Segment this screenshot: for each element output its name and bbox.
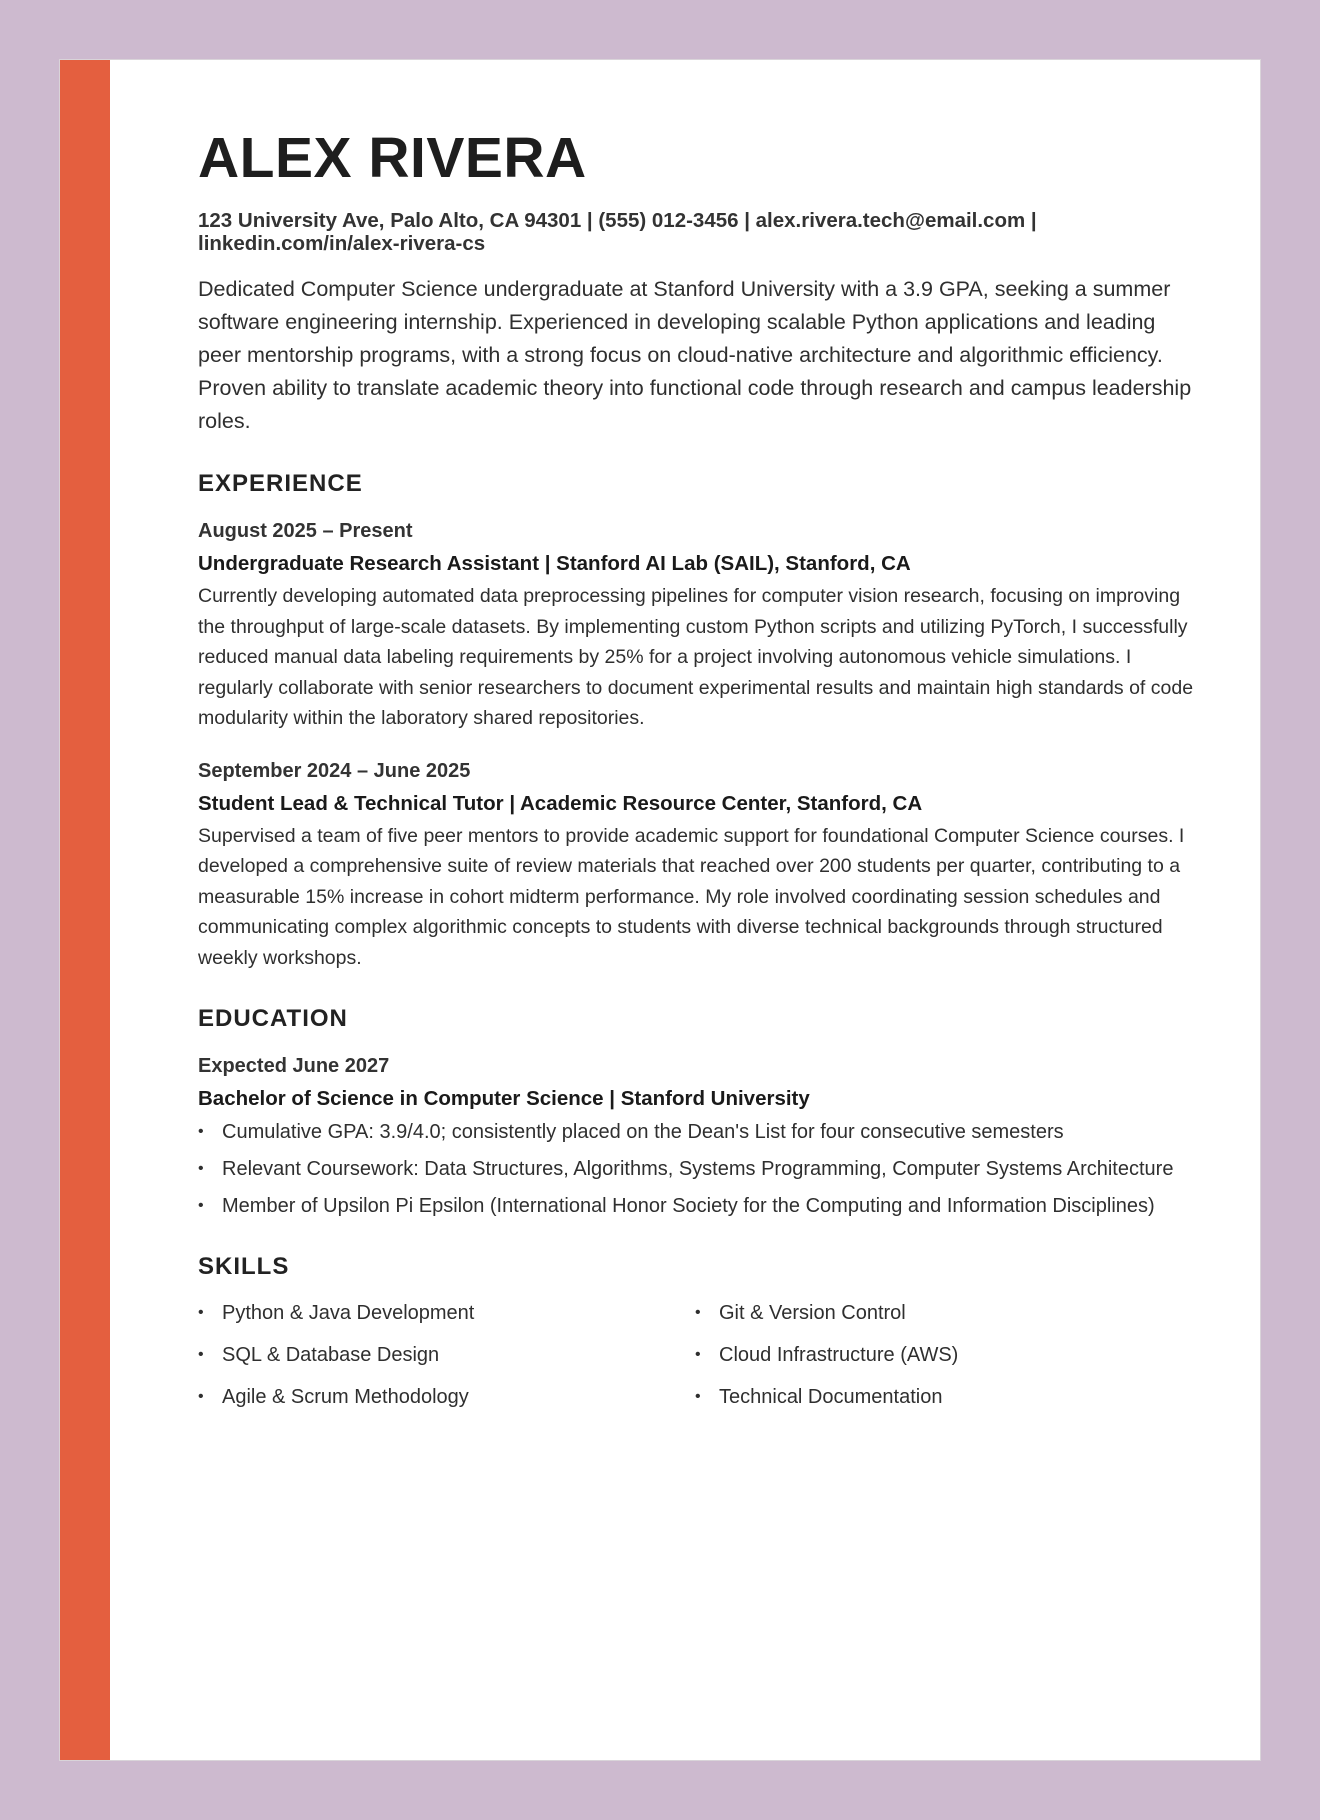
job-entry [198, 517, 1198, 734]
skill-label: Technical Documentation [719, 1386, 943, 1408]
list-item [198, 1191, 1198, 1221]
candidate-name: ALEX RIVERA [198, 126, 587, 190]
bullet-icon: • [198, 1346, 204, 1363]
skill-label: Git & Version Control [719, 1302, 906, 1324]
contact-line-2: linkedin.com/in/alex-rivera-cs [198, 232, 486, 255]
skill-item [198, 1382, 695, 1412]
skill-item [198, 1340, 695, 1370]
skill-item [695, 1382, 1192, 1412]
job-date: September 2024 – June 2025 [198, 759, 471, 782]
bullet-icon: • [198, 1123, 204, 1140]
job-description: Currently developing automated data preprocessing pipelines for computer vision research, focusing on improving the throughput of large-scale datasets. By implementing custom Python scripts and utilizing PyTorch, I successfully reduced manual data labeling requirements by 25% for a project involving autonomous vehicle simulations. I regularly collaborate with senior researchers to document experimental results and maintain high standards of code modularity within the laboratory shared repositories. [198, 585, 1194, 729]
section-title-education: EDUCATION [198, 1005, 348, 1032]
list-item-text: Cumulative GPA: 3.9/4.0; consistently placed on the Dean's List for four consecutive semesters [222, 1121, 1064, 1143]
job-title: Student Lead & Technical Tutor | Academic Resource Center, Stanford, CA [198, 791, 923, 815]
job-entry [198, 757, 1198, 974]
skill-item [695, 1298, 1192, 1328]
skill-label: Cloud Infrastructure (AWS) [719, 1344, 959, 1366]
skill-item [695, 1340, 1192, 1370]
job-date: August 2025 – Present [198, 520, 413, 542]
contact-line-1: 123 University Ave, Palo Alto, CA 94301 | (555) 012-3456 | alex.rivera.tech@email.com | [198, 209, 1037, 232]
section-title-skills: SKILLS [198, 1253, 290, 1280]
list-item-text: Relevant Coursework: Data Structures, Algorithms, Systems Programming, Computer Systems Architecture [222, 1158, 1174, 1180]
professional-summary: Dedicated Computer Science undergraduate at Stanford University with a 3.9 GPA, seeking a summer software engineering internship. Experienced in developing scalable Python applications and leading peer mentorship programs, with a strong focus on cloud-native architecture and algorithmic efficiency. Proven ability to translate academic theory into functional code through research and campus leadership roles. [198, 277, 1192, 433]
bullet-icon: • [695, 1304, 701, 1321]
skill-label: Python & Java Development [222, 1302, 475, 1324]
bullet-icon: • [198, 1304, 204, 1321]
bullet-icon: • [198, 1160, 204, 1177]
education-bullets [198, 1117, 1198, 1221]
contact-info [198, 209, 1198, 255]
skills-list [198, 1298, 1198, 1412]
job-description: Supervised a team of five peer mentors to provide academic support for foundational Computer Science courses. I developed a comprehensive suite of review materials that reached over 200 students per quarter, contributing to a measurable 15% increase in cohort midterm performance. My role involved coordinating session schedules and communicating complex algorithmic concepts to students with diverse technical backgrounds through structured weekly workshops. [198, 824, 1185, 969]
education-date: Expected June 2027 [198, 1055, 390, 1077]
accent-bar [60, 60, 110, 1760]
resume-page [60, 60, 1260, 1760]
job-title: Undergraduate Research Assistant | Stanford AI Lab (SAIL), Stanford, CA [198, 552, 911, 575]
bullet-icon: • [198, 1197, 204, 1214]
section-title-experience: EXPERIENCE [198, 470, 363, 497]
list-item-text: Member of Upsilon Pi Epsilon (International Honor Society for the Computing and Information Disciplines) [222, 1195, 1155, 1217]
bullet-icon: • [198, 1388, 204, 1405]
bullet-icon: • [695, 1346, 701, 1363]
bullet-icon: • [695, 1388, 701, 1405]
list-item [198, 1117, 1198, 1147]
skill-item [198, 1298, 695, 1328]
resume-content [198, 126, 1198, 1412]
list-item [198, 1154, 1198, 1184]
education-degree: Bachelor of Science in Computer Science | Stanford University [198, 1087, 810, 1110]
skill-label: Agile & Scrum Methodology [222, 1386, 469, 1408]
skill-label: SQL & Database Design [222, 1344, 440, 1366]
